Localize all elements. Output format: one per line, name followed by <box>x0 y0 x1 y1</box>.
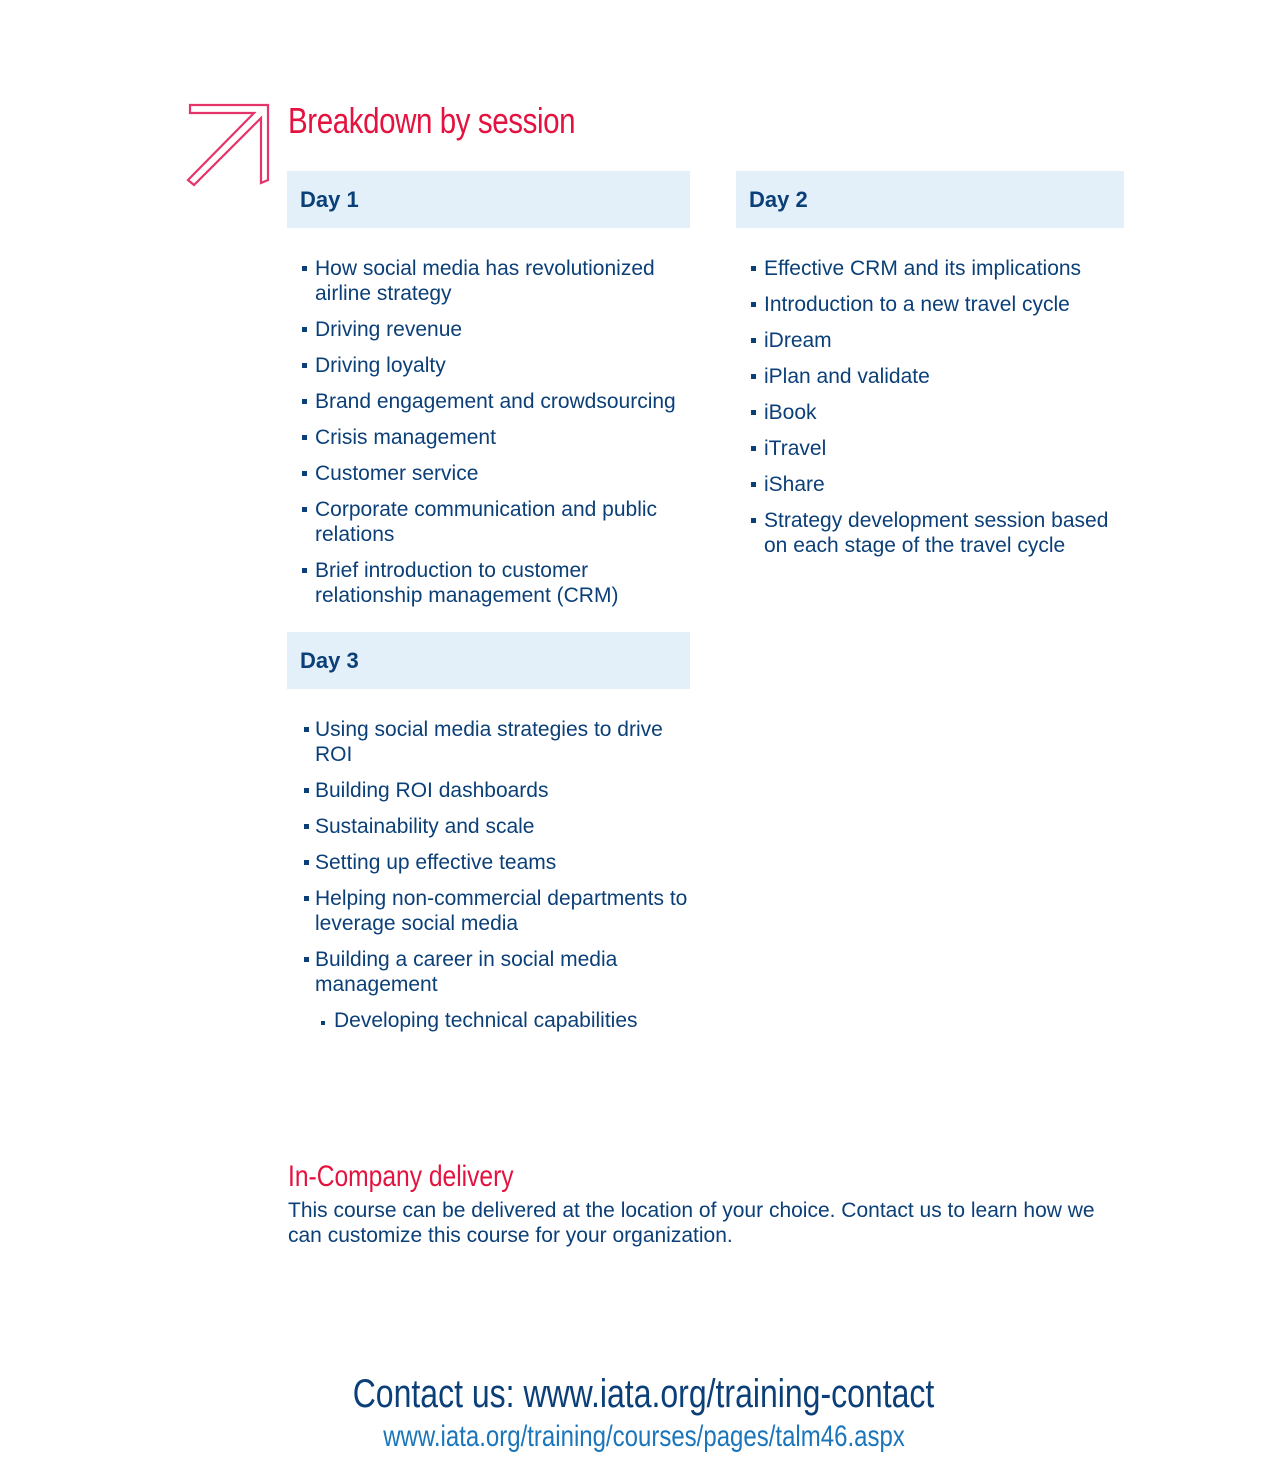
bullet-icon <box>302 399 307 404</box>
bullet-icon <box>302 471 307 476</box>
session-item-text: Brand engagement and crowdsourcing <box>315 390 676 413</box>
session-item <box>287 389 690 414</box>
section-title: Breakdown by session <box>288 100 576 141</box>
session-item-text: Crisis management <box>315 426 496 449</box>
session-subitem <box>287 1008 690 1033</box>
session-item-text: Using social media strategies to drive ROI <box>315 718 663 766</box>
bullet-icon <box>304 788 309 793</box>
session-item <box>736 364 1124 389</box>
session-list <box>287 228 690 608</box>
bullet-icon <box>302 363 307 368</box>
day-header: Day 1 <box>287 171 690 228</box>
bullet-icon <box>304 727 309 732</box>
session-item <box>736 256 1124 281</box>
bullet-icon <box>304 957 309 962</box>
bullet-icon <box>751 266 756 271</box>
session-item-text: Corporate communication and public relations <box>315 498 658 546</box>
session-item-text: Strategy development session based on each stage of the travel cycle <box>764 509 1109 557</box>
bullet-icon <box>304 824 309 829</box>
session-item-text: iBook <box>764 401 817 424</box>
session-item-text: Customer service <box>315 462 479 485</box>
session-item-text: iShare <box>764 473 825 496</box>
bullet-icon <box>321 1021 325 1025</box>
session-item-text: iDream <box>764 329 832 352</box>
bullet-icon <box>751 302 756 307</box>
bullet-icon <box>304 860 309 865</box>
session-list <box>736 228 1124 558</box>
session-item-text: iPlan and validate <box>764 365 930 388</box>
session-item <box>736 328 1124 353</box>
bullet-icon <box>302 266 307 271</box>
session-item-text: Setting up effective teams <box>315 851 557 874</box>
session-item-text: Sustainability and scale <box>315 815 535 838</box>
bullet-icon <box>751 518 756 523</box>
session-item <box>287 353 690 378</box>
bullet-icon <box>304 896 309 901</box>
session-item <box>287 850 690 875</box>
bullet-icon <box>302 435 307 440</box>
session-item <box>287 317 690 342</box>
session-item <box>287 886 690 936</box>
session-item-text: Building ROI dashboards <box>315 779 549 802</box>
session-item-text: Driving revenue <box>315 318 463 341</box>
course-url-link[interactable] <box>0 1420 1288 1454</box>
day-3-panel <box>287 632 690 1033</box>
day-header: Day 3 <box>287 632 690 689</box>
session-item <box>287 256 690 306</box>
bullet-icon <box>751 410 756 415</box>
session-item <box>287 947 690 997</box>
arrow-up-right-icon <box>186 102 272 188</box>
session-item <box>736 400 1124 425</box>
session-item <box>736 508 1124 558</box>
session-item <box>287 814 690 839</box>
bullet-icon <box>751 374 756 379</box>
session-item-text: Helping non-commercial departments to leverage social media <box>315 887 688 935</box>
session-item-text: How social media has revolutionized airline strategy <box>315 257 655 305</box>
session-item <box>287 461 690 486</box>
session-item <box>736 436 1124 461</box>
session-item-text: Building a career in social media management <box>315 948 618 996</box>
session-item <box>287 717 690 767</box>
course-url-text[interactable]: www.iata.org/training/courses/pages/talm46.aspx <box>383 1420 905 1453</box>
bullet-icon <box>751 338 756 343</box>
session-item-text: Brief introduction to customer relationship management (CRM) <box>315 559 619 607</box>
in-company-title: In-Company delivery <box>288 1160 514 1193</box>
bullet-icon <box>751 446 756 451</box>
contact-text[interactable]: Contact us: www.iata.org/training-contact <box>353 1372 935 1416</box>
session-item-text: Driving loyalty <box>315 354 446 377</box>
contact-line <box>0 1372 1288 1417</box>
session-item <box>287 558 690 608</box>
bullet-icon <box>751 482 756 487</box>
day-1-panel <box>287 171 690 608</box>
session-item <box>736 292 1124 317</box>
bullet-icon <box>302 327 307 332</box>
session-item <box>736 472 1124 497</box>
session-item <box>287 497 690 547</box>
day-2-panel <box>736 171 1124 558</box>
bullet-icon <box>302 507 307 512</box>
day-header: Day 2 <box>736 171 1124 228</box>
session-list <box>287 689 690 1033</box>
session-item-text: Introduction to a new travel cycle <box>764 293 1070 316</box>
session-item <box>287 778 690 803</box>
session-item-text: Effective CRM and its implications <box>764 257 1082 280</box>
session-item-text: iTravel <box>764 437 827 460</box>
session-item <box>287 425 690 450</box>
session-item-text: Developing technical capabilities <box>334 1009 638 1032</box>
in-company-text: This course can be delivered at the location of your choice. Contact us to learn how we can customize this course for your organization. <box>288 1199 1095 1247</box>
bullet-icon <box>302 568 307 573</box>
